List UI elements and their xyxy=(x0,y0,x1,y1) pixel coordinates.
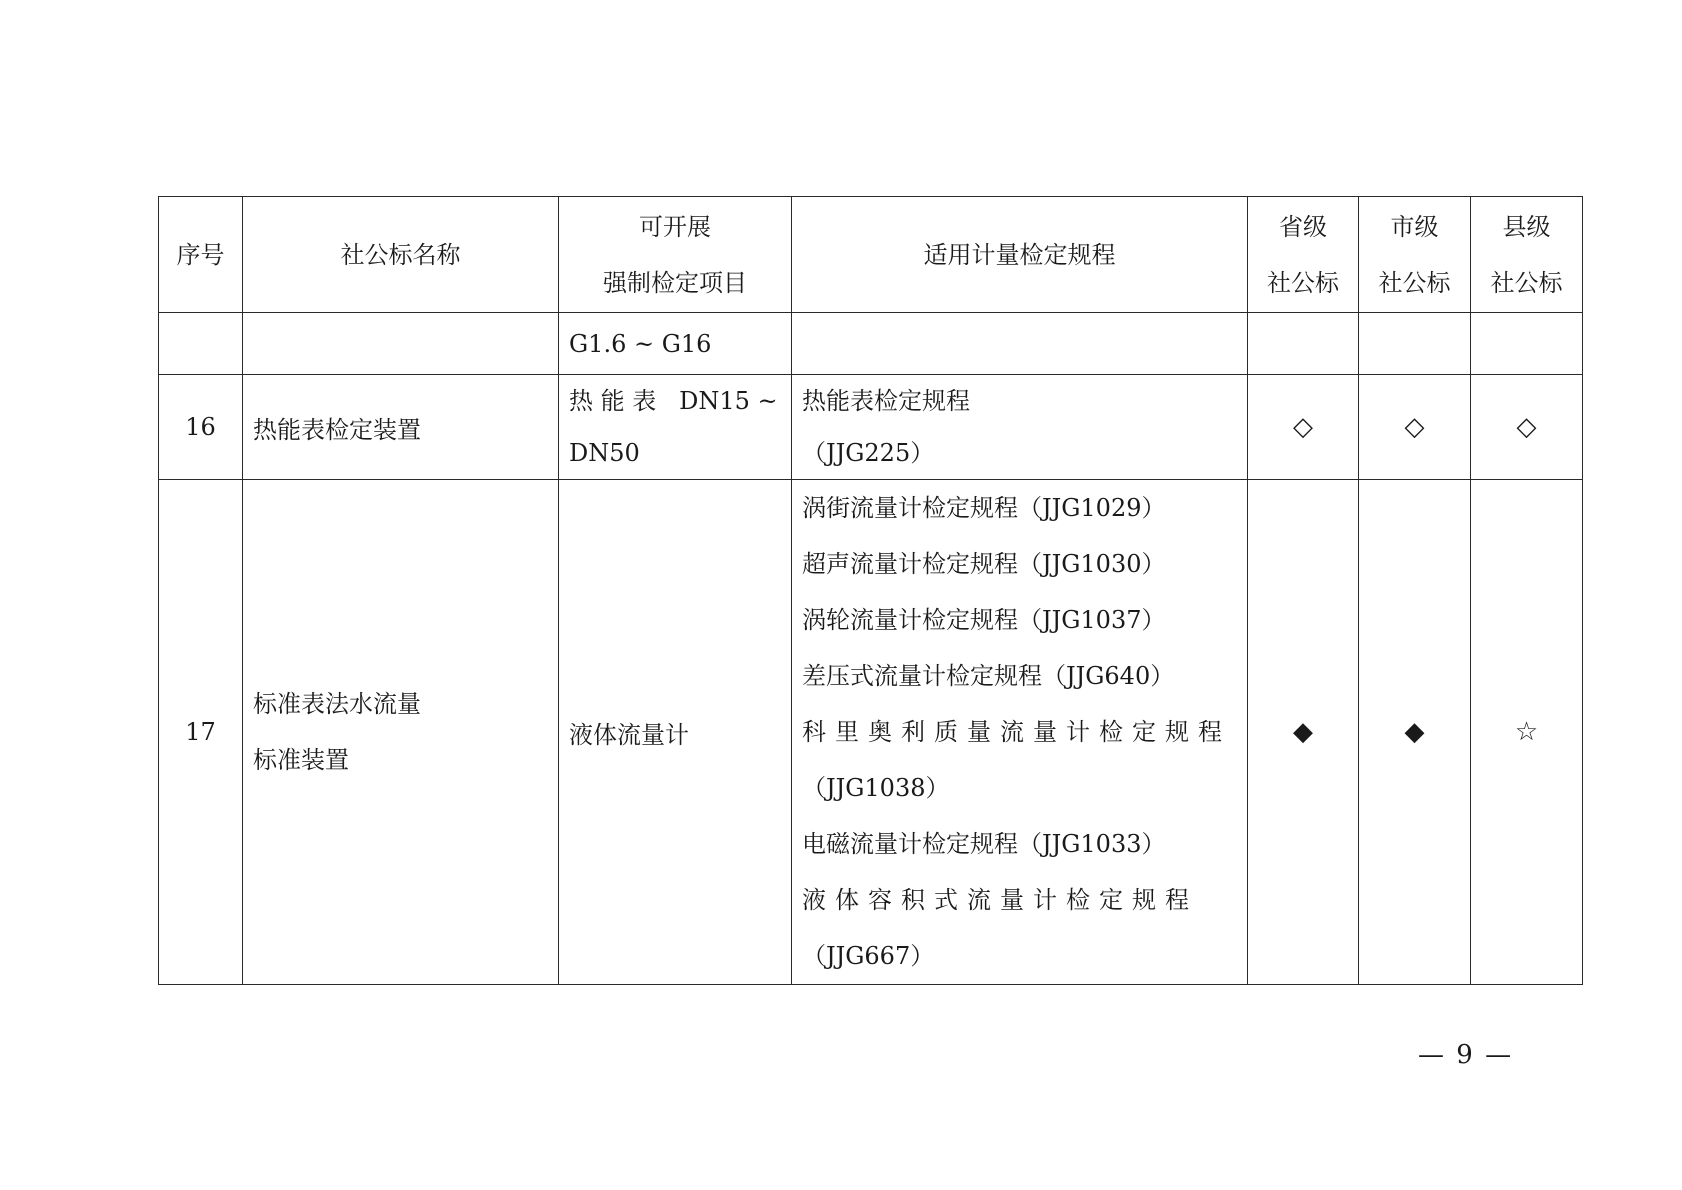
row17-name-line1: 标准表法水流量 xyxy=(253,690,421,718)
header-city-line2: 社公标 xyxy=(1378,268,1451,297)
header-item-line2: 强制检定项目 xyxy=(603,268,747,297)
row16-reg xyxy=(792,375,1248,480)
header-county-line2: 社公标 xyxy=(1490,268,1563,297)
cont-name xyxy=(243,313,559,375)
header-item-line1: 可开展 xyxy=(639,212,711,241)
table-row-17 xyxy=(159,480,1583,985)
row17-reg-line: （JJG1038） xyxy=(802,774,950,802)
header-county xyxy=(1471,197,1583,313)
row17-name xyxy=(243,480,559,985)
row17-reg-line: （JJG667） xyxy=(802,942,935,970)
row16-item-line2: DN50 xyxy=(569,439,640,467)
verification-table xyxy=(158,196,1583,985)
row17-reg-line: 涡轮流量计检定规程（JJG1037） xyxy=(802,606,1166,634)
row16-reg-line2: （JJG225） xyxy=(802,439,935,467)
table-header-row xyxy=(159,197,1583,313)
header-provincial-line1: 省级 xyxy=(1279,212,1327,241)
header-no: 序号 xyxy=(159,197,243,313)
header-provincial-line2: 社公标 xyxy=(1267,268,1339,297)
row16-no: 16 xyxy=(159,375,243,480)
header-name: 社公标名称 xyxy=(243,197,559,313)
row17-reg xyxy=(792,480,1248,985)
row16-county-mark: ◇ xyxy=(1471,375,1583,480)
row17-reg-line: 液体容积式流量计检定规程 xyxy=(802,886,1198,914)
row17-reg-line: 差压式流量计检定规程（JJG640） xyxy=(802,662,1175,690)
header-regulation: 适用计量检定规程 xyxy=(792,197,1248,313)
header-item xyxy=(559,197,792,313)
row16-item-line1: 热 能 表 DN15 ~ xyxy=(569,387,778,415)
page-number: — 9 — xyxy=(1418,1040,1514,1070)
row17-provincial-mark: ◆ xyxy=(1248,480,1359,985)
row17-item: 液体流量计 xyxy=(559,480,792,985)
row16-city-mark: ◇ xyxy=(1359,375,1471,480)
row17-reg-line: 科里奥利质量流量计检定规程 xyxy=(802,718,1231,746)
table-row-continuation xyxy=(159,313,1583,375)
cont-city xyxy=(1359,313,1471,375)
row16-name: 热能表检定装置 xyxy=(243,375,559,480)
row16-item xyxy=(559,375,792,480)
header-city-line1: 市级 xyxy=(1390,212,1439,241)
row17-reg-line: 涡街流量计检定规程（JJG1029） xyxy=(802,494,1166,522)
row16-reg-line1: 热能表检定规程 xyxy=(802,387,970,415)
row17-reg-line: 电磁流量计检定规程（JJG1033） xyxy=(802,830,1166,858)
header-provincial xyxy=(1248,197,1359,313)
row17-reg-line: 超声流量计检定规程（JJG1030） xyxy=(802,550,1166,578)
row17-county-mark: ☆ xyxy=(1471,480,1583,985)
header-county-line1: 县级 xyxy=(1502,212,1551,241)
row16-provincial-mark: ◇ xyxy=(1248,375,1359,480)
row17-no: 17 xyxy=(159,480,243,985)
header-city xyxy=(1359,197,1471,313)
row17-name-line2: 标准装置 xyxy=(253,746,349,774)
cont-county xyxy=(1471,313,1583,375)
cont-no xyxy=(159,313,243,375)
cont-item: G1.6 ~ G16 xyxy=(559,313,792,375)
cont-prov xyxy=(1248,313,1359,375)
row17-city-mark: ◆ xyxy=(1359,480,1471,985)
table-row-16 xyxy=(159,375,1583,480)
cont-reg xyxy=(792,313,1248,375)
